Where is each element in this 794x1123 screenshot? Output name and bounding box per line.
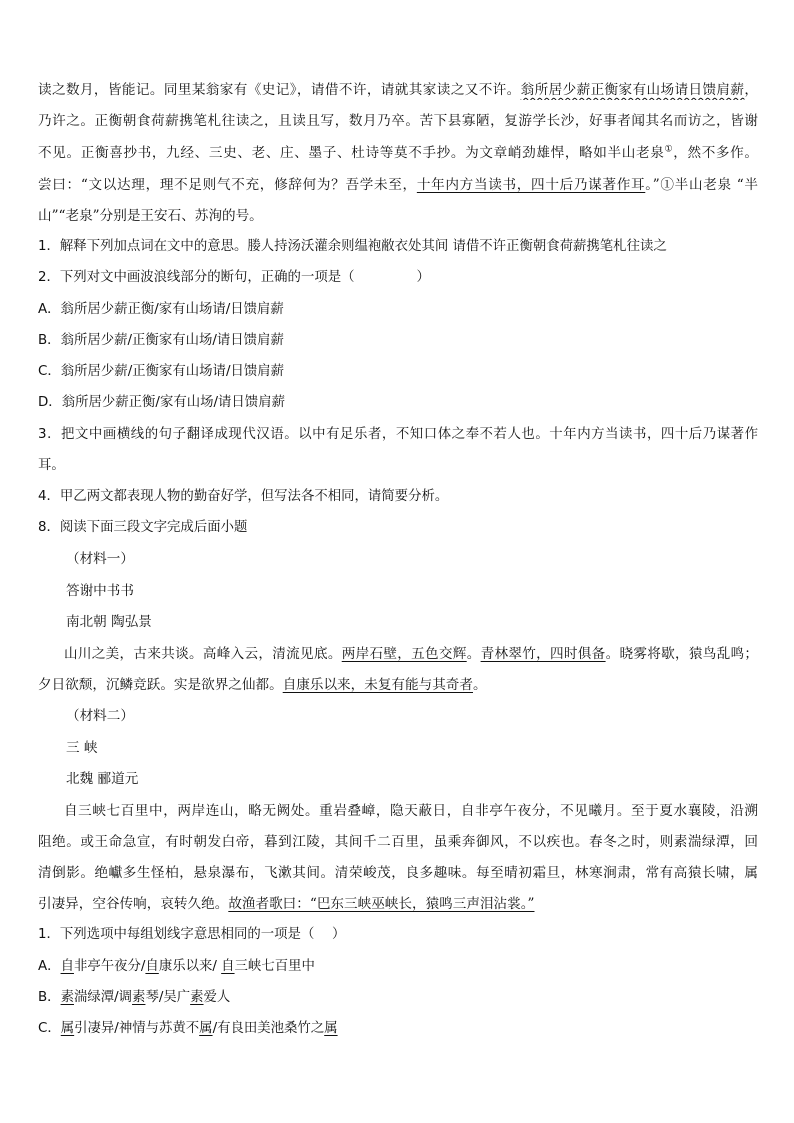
- underlined-char: 自: [60, 959, 74, 974]
- question-3-line-2: 耳。: [38, 458, 65, 473]
- option-letter: A．: [38, 959, 61, 974]
- footnote-marker: ①: [664, 144, 674, 155]
- passage-text: 读之数月，皆能记。同里某翁家有《史记》，请借不许，请就其家读之又不许。: [38, 82, 521, 98]
- underlined-phrase: 两岸石壁，五色交辉: [341, 646, 467, 662]
- option-text: 引凄异/神情与苏黄不: [74, 1021, 200, 1036]
- material-2-line-4: [38, 894, 758, 914]
- material-text: 夕日欲颓，沉鳞竞跃。实是欲界之仙都。: [38, 677, 283, 693]
- material-2-line-3: 清倒影。绝巘多生怪柏，悬泉瀑布，飞漱其间。清荣峻茂，良多趣味。每至晴初霜旦，林寒涧肃，常有高猿长啸，属: [38, 865, 758, 881]
- sub-option-b: [38, 988, 758, 1008]
- material-2-line-2: 阻绝。或王命急宣，有时朝发白帝，暮到江陵，其间千二百里，虽乘奔御风，不以疾也。春冬之时，则素湍绿潭，回: [38, 834, 758, 850]
- sub-option-a: [38, 957, 758, 977]
- option-b: B．翁所居少薪/正衡家有山场/请日馈肩薪: [38, 333, 284, 348]
- underlined-sentence: 故渔者歌曰：“巴东三峡巫峡长，猿鸣三声泪沾裳。”: [228, 896, 535, 912]
- passage-text: 。”①半山老泉 “半: [645, 177, 758, 193]
- underlined-char: 素: [132, 990, 146, 1005]
- wavy-underlined-sentence: 翁所居少薪正衡家有山场请日馈肩薪: [520, 82, 745, 98]
- passage-line-4: [38, 175, 758, 195]
- option-letter: B．: [38, 990, 61, 1005]
- underlined-char: 属: [60, 1021, 75, 1036]
- material-2-title: 三 峡: [66, 740, 98, 756]
- passage-line-3: [38, 143, 758, 163]
- material-text: 引凄异，空谷传响，哀转久绝。: [38, 896, 229, 912]
- passage-text: 不见。正衡喜抄书，九经、三史、老、庄、墨子、杜诗等莫不手抄。为文章峭劲雄悍，略如半山老泉: [38, 145, 665, 161]
- underlined-char: 属: [324, 1021, 338, 1036]
- question-4: 4．甲乙两文都表现人物的勤奋好学，但写法各不相同，请简要分析。: [38, 489, 449, 504]
- passage-text: ，然不多作。: [673, 145, 758, 161]
- underlined-char: 属: [199, 1021, 213, 1036]
- question-3-line-1: 3．把文中画横线的句子翻译成现代汉语。以中有足乐者，不知口体之奉不若人也。十年内方当读书，四十后乃谋著作: [38, 427, 758, 442]
- option-text: 琴/吴广: [145, 990, 191, 1005]
- option-text: 康乐以来/: [158, 959, 222, 974]
- passage-line-2: 乃许之。正衡朝食荷薪携笔札往读之，且读且写，数月乃卒。苦下县寡陋，复游学长沙，好事者闻其名而访之，皆谢: [38, 113, 758, 129]
- sub-option-c: [38, 1019, 758, 1039]
- option-text: 爱人: [203, 990, 231, 1005]
- passage-text: 尝曰：“文以达理，理不足则气不充，修辞何为？吾学未至，: [38, 177, 417, 193]
- underlined-char: 自: [221, 959, 235, 974]
- material-text: 山川之美，古来共谈。高峰入云，清流见底。: [64, 646, 342, 662]
- underlined-phrase: 青林翠竹，四时俱备: [480, 646, 606, 662]
- passage-line-5: 山”“老泉”分别是王安石、苏洵的号。: [38, 208, 263, 224]
- option-c: C．翁所居少薪/正衡家有山场请/日馈肩薪: [38, 364, 285, 379]
- material-2-author: 北魏 郦道元: [66, 771, 139, 787]
- material-1-title: 答谢中书书: [66, 583, 134, 599]
- sub-question-1: 1．下列选项中每组划线字意思相同的一项是（ ）: [38, 927, 346, 942]
- question-text: 2．下列对文中画波浪线部分的断句，正确的一项是（: [38, 270, 355, 285]
- underlined-char: 素: [190, 990, 204, 1005]
- material-2-line-1: 自三峡七百里中，两岸连山，略无阙处。重岩叠嶂，隐天蔽日，自非亭午夜分，不见曦月。至于夏水襄陵，沿溯: [64, 803, 758, 819]
- underlined-sentence: 自康乐以来，未复有能与其奇者: [282, 677, 473, 693]
- option-d: D．翁所居少薪正衡/家有山场/请日馈肩薪: [38, 395, 285, 410]
- passage-text: ，: [744, 82, 758, 98]
- option-a: A．翁所居少薪正衡/家有山场请/日馈肩薪: [38, 302, 284, 317]
- underlined-sentence: 十年内方当读书，四十后乃谋著作耳: [416, 177, 646, 193]
- material-text: 。: [466, 646, 481, 662]
- option-text: /有良田美池桑竹之: [212, 1021, 325, 1036]
- option-text: 湍绿潭/调: [73, 990, 133, 1005]
- option-text: 非亭午夜分/: [73, 959, 146, 974]
- question-1: 1．解释下列加点词在文中的意思。媵人持汤沃灌余则缊袍敝衣处其间 请借不许正衡朝食荷薪携笔札往读之: [38, 239, 667, 254]
- option-letter: C．: [38, 1021, 61, 1036]
- underlined-char: 素: [60, 990, 74, 1005]
- passage-line-1: [38, 80, 758, 100]
- material-1-line-2: [38, 675, 758, 695]
- underlined-char: 自: [145, 959, 159, 974]
- question-text: ）: [416, 270, 430, 285]
- material-1-line-1: [64, 644, 758, 664]
- material-1-label: （材料一）: [66, 551, 134, 567]
- section-8-heading: 8．阅读下面三段文字完成后面小题: [38, 520, 248, 535]
- material-2-label: （材料二）: [66, 708, 134, 724]
- question-2: [38, 268, 758, 288]
- option-text: 三峡七百里中: [234, 959, 315, 974]
- material-1-author: 南北朝 陶弘景: [66, 614, 152, 630]
- material-text: 。晓雾将歇，猿鸟乱鸣；: [605, 646, 758, 662]
- material-text: 。: [473, 677, 487, 693]
